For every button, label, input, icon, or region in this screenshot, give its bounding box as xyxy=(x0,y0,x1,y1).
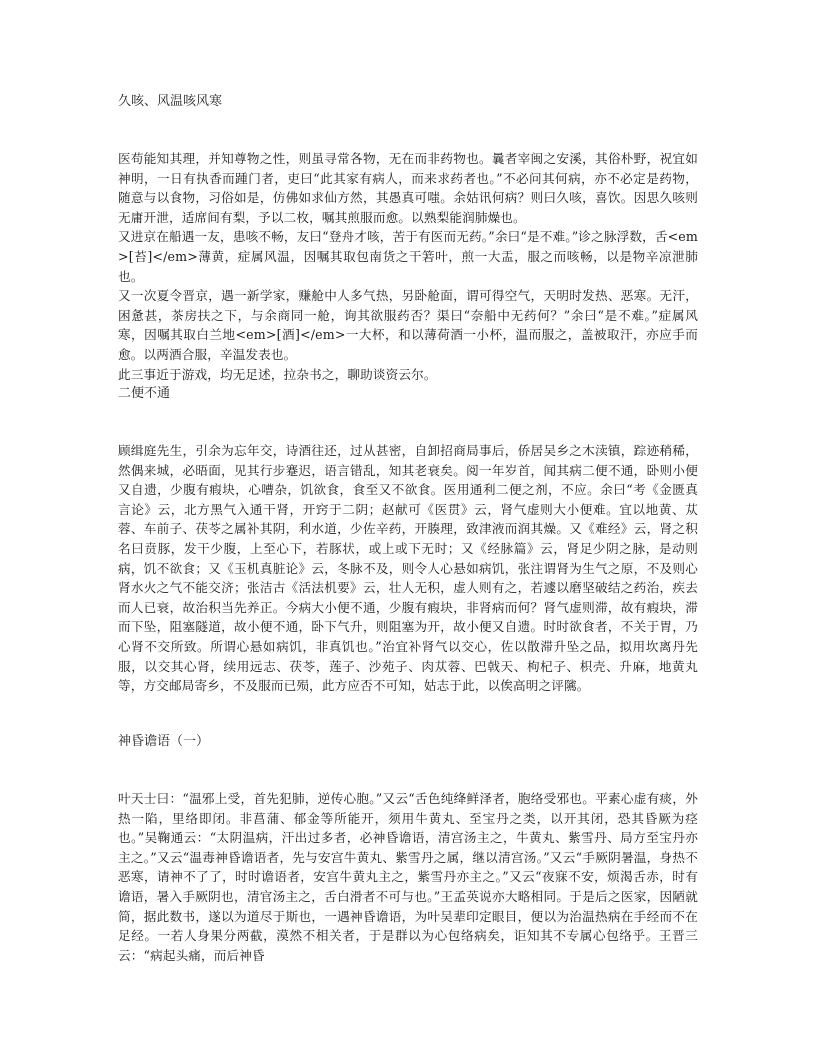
paragraph: 顾缉庭先生，引余为忘年交，诗酒往还，过从甚密，自卸招商局事后，侨居吴乡之木渎镇，踪迹稍稀，然偶来城，必晤面，见其行步蹇迟，语言错乱，知其老衰矣。阅一年岁首，闻其病二便不通，卧则小便又自遗，少腹有瘕块，心嘈杂，饥欲食，食至又不欲食。医用通利二便之剂，不应。余曰“考《金匮真言论》云，北方黑气入通干肾，开窍于二阴；赵献可《医贯》云，肾气虚则大小便难。宜以地黄、苁蓉、车前子、茯苓之属补其阴，利水道，少佐辛药，开腠理，致津液而润其燥。又《难经》云，肾之积名曰贲豚，发干少腹，上至心下，若豚状，或上或下无时；又《经脉篇》云，肾足少阴之脉，是动则病，饥不欲食；又《玉机真脏论》云，冬脉不及，则令人心悬如病饥，张注谓肾为生气之原，不及则心肾水火之气不能交济；张洁古《活法机要》云，壮人无积，虚人则有之，若遽以磨坚破结之药治，疾去而人已衰，故治积当先养正。今病大小便不通，少腹有瘕块，非肾病而何？肾气虚则滞，故有瘕块，滞而下坠，阻塞隧道，故小便不通，卧下气升，则阻塞为开，故小便又自遗。时时欲食者，不关于胃，乃心肾不交所致。所谓心悬如病饥，非真饥也。”治宜补肾气以交心，佐以散滞升坠之品，拟用坎离丹先服，以交其心肾，续用远志、茯苓，莲子、沙苑子、肉苁蓉、巴戟天、枸杞子、枳壳、升麻，地黄丸等，方交邮局寄乡，不及服而已殒，此方应否不可知，姑志于此，以俟高明之评隲。 xyxy=(118,443,698,694)
paragraph: 又一次夏令晋京，遇一新学家，赚舱中人多气热，另卧舱面，谓可得空气，天明时发热、恶寒。无汗，困惫甚，茶房扶之下，与余商同一舱，询其欲服药否？渠曰“奈船中无药何？”余曰“是不难。”症属风寒，因嘱其取白兰地<em>[酒]</em>一大杯，和以薄荷酒一小杯，温而服之，盖被取汗，亦应手而愈。以两酒合服，辛温发表也。 xyxy=(118,288,698,362)
section-body-delirium xyxy=(118,789,698,965)
paragraph: 此三事近于游戏，均无足述，拉杂书之，聊助谈资云尔。 xyxy=(118,366,437,382)
paragraph: 叶天士曰：“温邪上受，首先犯肺，逆传心胞。”又云“舌色纯绛鲜泽者，胞络受邪也。平素心虚有痰，外热一陷，里络即闭。非菖蒲、郁金等所能开，须用牛黄丸、至宝丹之类，以开其闭，恐其昏厥为痉也。”吴鞠通云：“太阴温病，汗出过多者，必神昏谵语，清宫汤主之，牛黄丸、紫雪丹、局方至宝丹亦主之。”又云“温毒神昏谵语者，先与安宫牛黄丸、紫雪丹之属，继以清宫汤。”又云“手厥阴暑温，身热不恶寒，请神不了了，时时谵语者，安宫牛黄丸主之，紫雪丹亦主之。”又云“夜寐不安，烦渴舌赤，时有谵语，暑入手厥阴也，清官汤主之，舌白滑者不可与也。”王孟英说亦大略相同。于是后之医家，因陋就简，据此数书，遂以为道尽于斯也，一遇神昏谵语，为叶吴辈印定眼目，便以为治温热病在手经而不在足经。一若人身果分两截，漠然不相关者，于是群以为心包络病矣，讵知其不专属心包络乎。王晋三云：“病起头痛，而后神昏 xyxy=(118,791,698,963)
section-heading-constipation: 二便不通 xyxy=(118,386,171,401)
section-heading-delirium: 神昏谵语（一） xyxy=(118,734,210,749)
section-heading-cough: 久咳、风温咳风寒 xyxy=(118,94,223,109)
paragraph: 医苟能知其理，并知尊物之性，则虽寻常各物，无在而非药物也。曩者宰闽之安溪，其俗朴野，祝宜如神明，一日有执香而踵门者，吏曰“此其家有病人，而来求药者也。”不必问其何病，亦不必定是药物，随意与以食物，习俗如是，仿佛如求仙方然，其愚真可嗤。余姑讯何病？则曰久咳，喜饮。因思久咳则无庸开泄，适席间有梨，予以二枚，嘱其煎服而愈。以熟梨能润肺燥也。 xyxy=(118,151,698,225)
section-body-cough xyxy=(118,149,698,384)
section-body-constipation xyxy=(118,441,698,696)
paragraph: 又进京在船遇一友，患咳不畅，友曰“登舟才咳，苦于有医而无药。”余曰“是不难。”诊之脉浮数，舌<em>[苔]</em>薄黄，症属风温，因嘱其取包南货之干箬叶，煎一大盂，服之而咳畅，以是物辛凉泄肺也。 xyxy=(118,229,698,284)
